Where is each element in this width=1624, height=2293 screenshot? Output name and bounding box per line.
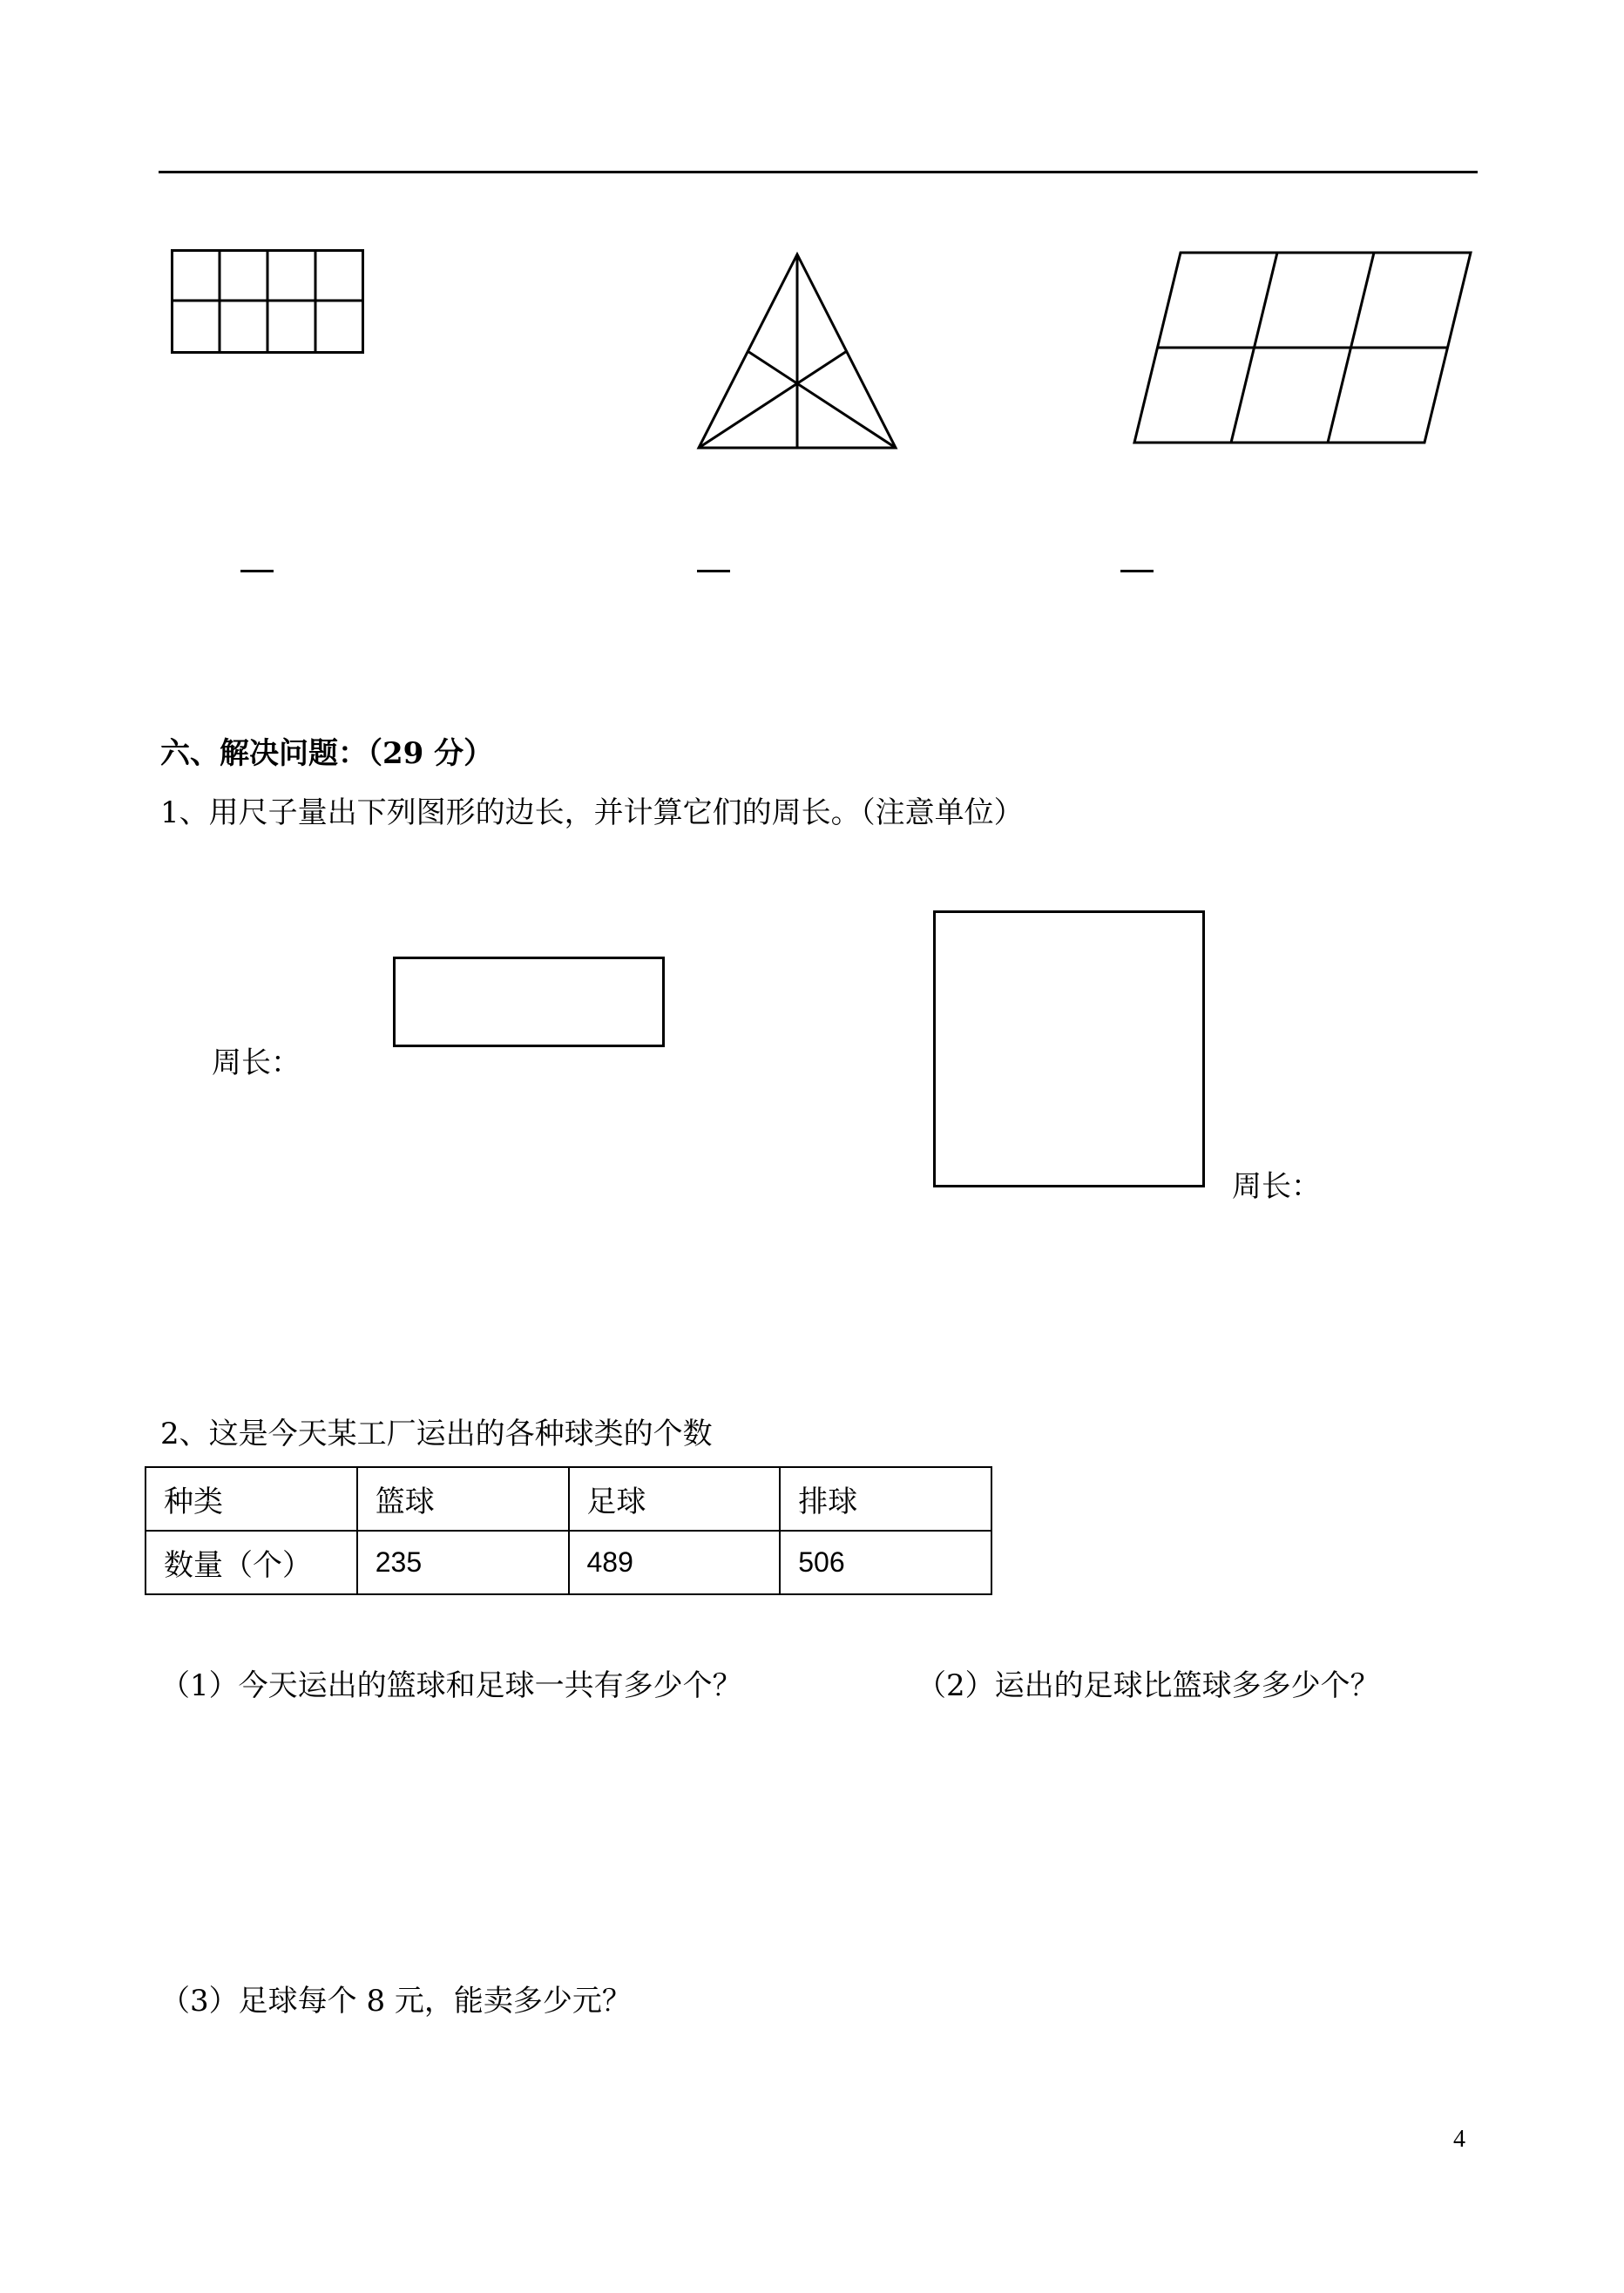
square-figure	[933, 910, 1205, 1187]
table-cell: 排球	[780, 1467, 991, 1531]
perimeter-label-right: 周长：	[1232, 1169, 1321, 1204]
parallelogram-figure	[1133, 251, 1472, 444]
top-rule	[159, 171, 1478, 173]
section-title: 六、解决问题：（29 分）	[160, 736, 494, 771]
rectangle-figure	[393, 957, 665, 1047]
question-2-text: 2、这是今天某工厂运出的各种球类的个数	[160, 1417, 713, 1451]
ball-count-table	[145, 1466, 992, 1595]
triangle-figure	[697, 253, 897, 450]
answer-blank-1[interactable]	[240, 570, 274, 572]
table-cell: 489	[569, 1531, 781, 1594]
table-cell: 足球	[569, 1467, 781, 1531]
table-cell: 数量（个）	[145, 1531, 357, 1594]
table-cell: 篮球	[357, 1467, 569, 1531]
sub-question-2: （2）运出的足球比篮球多多少个？	[917, 1668, 1380, 1703]
page-number: 4	[1453, 2126, 1465, 2153]
sub-question-3: （3）足球每个 8 元，能卖多少元？	[160, 1984, 632, 2019]
question-1-text: 1、用尺子量出下列图形的边长，并计算它们的周长。（注意单位）	[160, 795, 1024, 830]
answer-blank-2[interactable]	[697, 570, 730, 572]
table-cell: 235	[357, 1531, 569, 1594]
table-row	[145, 1531, 991, 1594]
perimeter-label-left: 周长：	[212, 1045, 301, 1080]
table-header-row	[145, 1467, 991, 1531]
answer-blank-3[interactable]	[1120, 570, 1154, 572]
table-cell: 种类	[145, 1467, 357, 1531]
grid-rectangle-figure	[171, 249, 364, 354]
table-cell: 506	[780, 1531, 991, 1594]
sub-question-1: （1）今天运出的篮球和足球一共有多少个？	[160, 1668, 742, 1703]
